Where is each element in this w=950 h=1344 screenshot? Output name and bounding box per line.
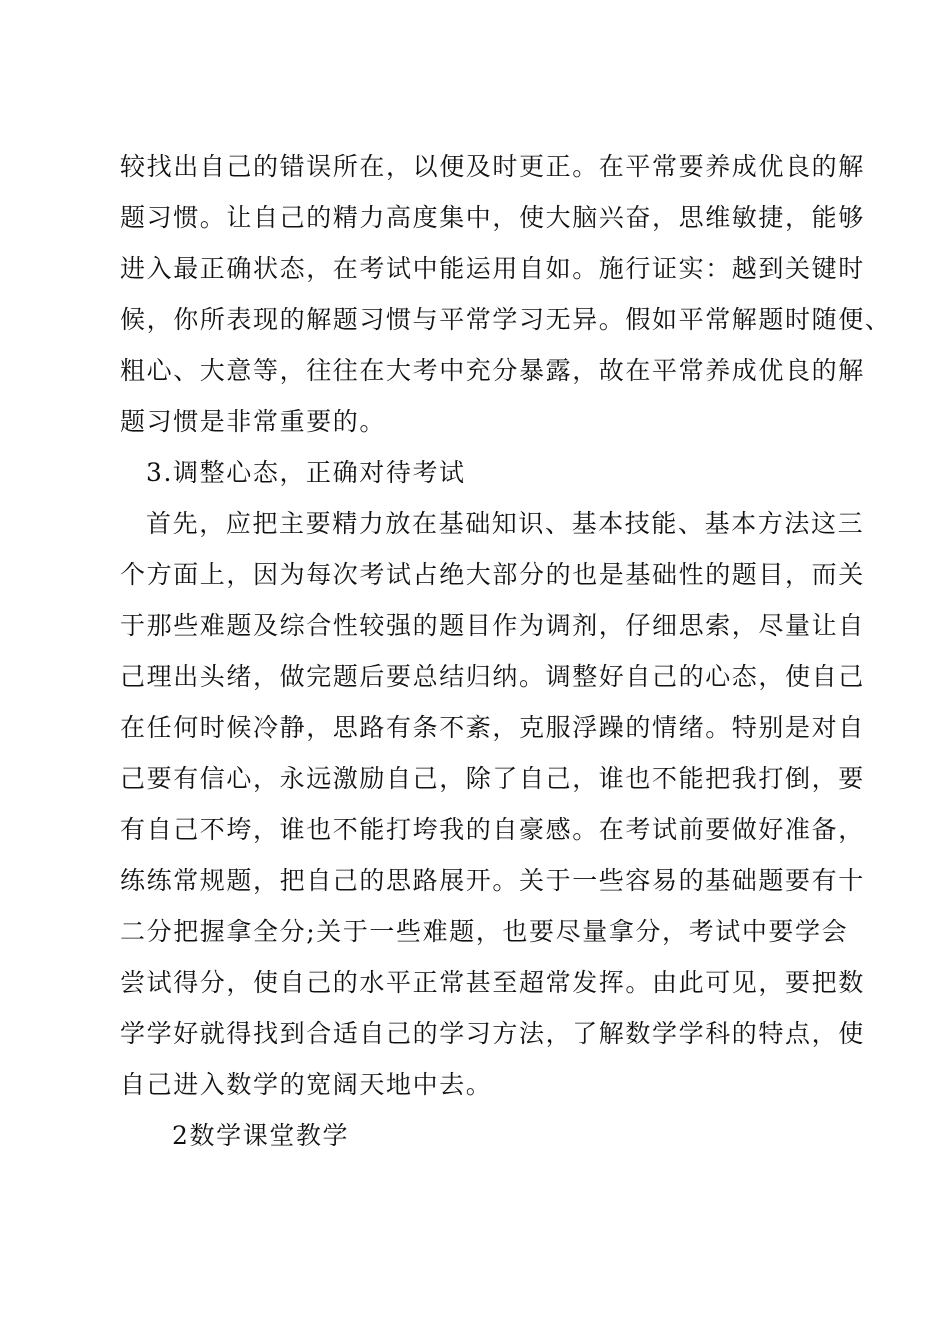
paragraph-line: 有自己不垮，谁也不能打垮我的自豪感。在考试前要做好准备， <box>120 815 865 844</box>
paragraph-line: 自己进入数学的宽阔天地中去。 <box>120 1070 493 1099</box>
paragraph-line: 题习惯。让自己的精力高度集中，使大脑兴奋，思维敏捷，能够 <box>120 203 865 232</box>
paragraph-line: 在任何时候冷静，思路有条不紊，克服浮躁的情绪。特别是对自 <box>120 713 865 742</box>
paragraph-line: 较找出自己的错误所在，以便及时更正。在平常要养成优良的解 <box>120 152 865 181</box>
paragraph-line: 己理出头绪，做完题后要总结归纳。调整好自己的心态，使自己 <box>120 662 865 691</box>
paragraph-line: 首先，应把主要精力放在基础知识、基本技能、基本方法这三 <box>146 509 865 538</box>
paragraph-line: 个方面上，因为每次考试占绝大部分的也是基础性的题目，而关 <box>120 560 865 589</box>
paragraph-line: 二分把握拿全分;关于一些难题，也要尽量拿分，考试中要学会 <box>120 917 849 946</box>
paragraph-line: 进入最正确状态，在考试中能运用自如。施行证实：越到关键时 <box>120 254 865 283</box>
paragraph-line: 己要有信心，永远激励自己，除了自己，谁也不能把我打倒，要 <box>120 764 865 793</box>
section-heading: 2数学课堂教学 <box>172 1121 350 1150</box>
section-heading: 3.调整心态，正确对待考试 <box>146 458 466 487</box>
paragraph-line: 于那些难题及综合性较强的题目作为调剂，仔细思索，尽量让自 <box>120 611 865 640</box>
paragraph-line: 候，你所表现的解题习惯与平常学习无异。假如平常解题时随便、 <box>120 305 892 334</box>
paragraph-line: 题习惯是非常重要的。 <box>120 407 387 436</box>
paragraph-line: 尝试得分，使自己的水平正常甚至超常发挥。由此可见，要把数 <box>120 968 865 997</box>
paragraph-line: 学学好就得找到合适自己的学习方法，了解数学学科的特点，使 <box>120 1019 865 1048</box>
paragraph-line: 练练常规题，把自己的思路展开。关于一些容易的基础题要有十 <box>120 866 865 895</box>
paragraph-line: 粗心、大意等，往往在大考中充分暴露，故在平常养成优良的解 <box>120 356 865 385</box>
